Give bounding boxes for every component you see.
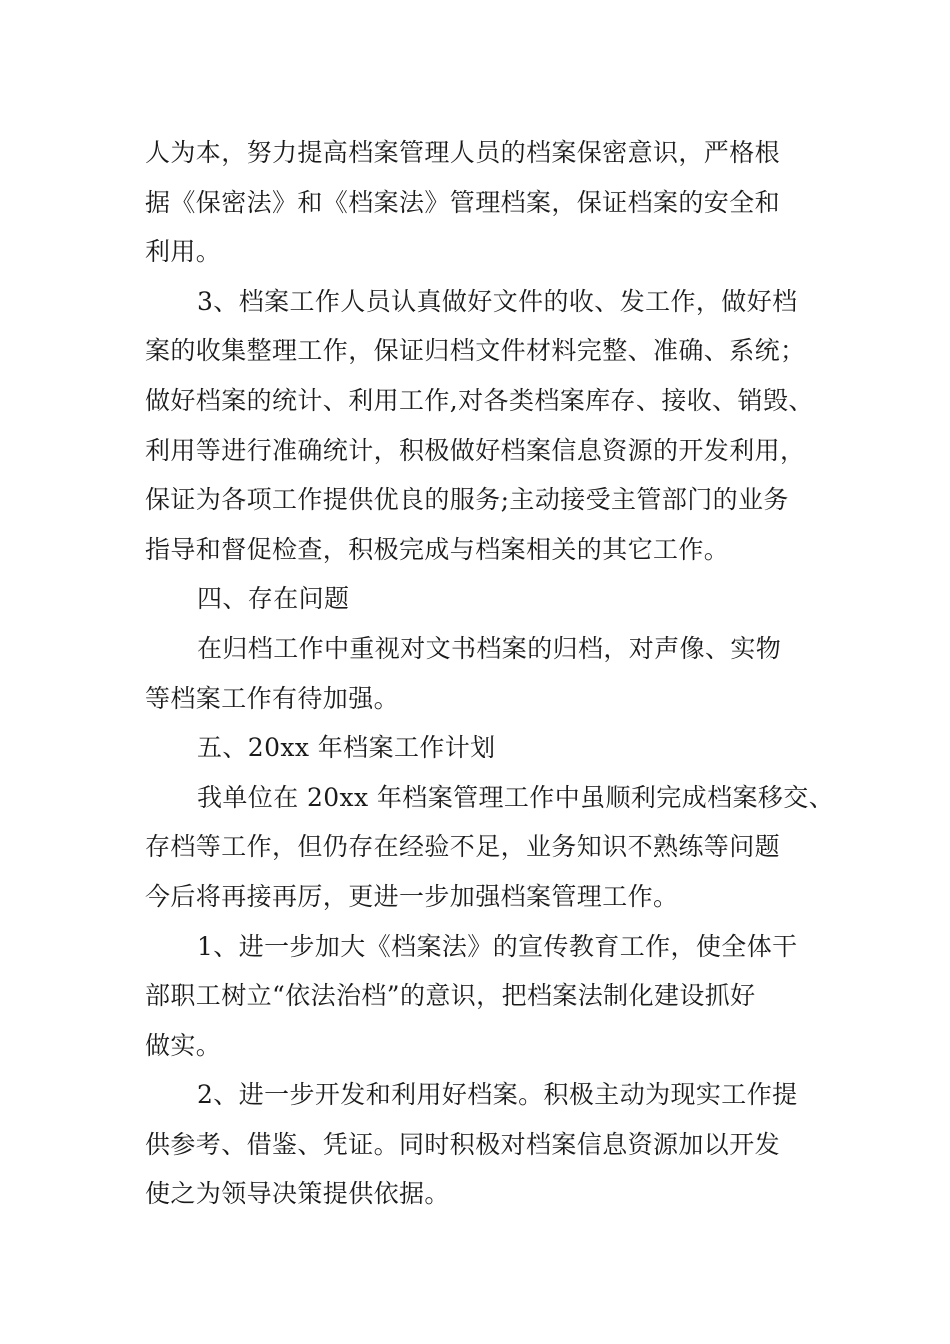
section-heading bbox=[145, 574, 810, 624]
paragraph bbox=[145, 128, 810, 277]
text-line: 做好档案的统计、利用工作,对各类档案库存、接收、销毁、 bbox=[145, 385, 814, 415]
text-line: 利用。 bbox=[145, 237, 222, 267]
text-line: 做实。 bbox=[145, 1030, 222, 1060]
paragraph bbox=[145, 277, 814, 575]
text-line: 1、进一步加大《档案法》的宣传教育工作，使全体干 bbox=[197, 931, 798, 961]
text-line: 人为本，努力提高档案管理人员的档案保密意识，严格根 bbox=[145, 138, 781, 167]
text-line: 案的收集整理工作，保证归档文件材料完整、准确、系统； bbox=[145, 336, 806, 366]
text-line: 在归档工作中重视对文书档案的归档，对声像、实物 bbox=[197, 633, 782, 663]
paragraph bbox=[145, 1070, 810, 1219]
text-line: 使之为领导决策提供依据。 bbox=[145, 1179, 450, 1209]
text-line: 存档等工作，但仍存在经验不足，业务知识不熟练等问题 bbox=[145, 832, 781, 862]
document-body bbox=[145, 128, 835, 1219]
text-line: 供参考、借鉴、凭证。同时积极对档案信息资源加以开发 bbox=[145, 1129, 781, 1159]
text-line: 我单位在 20xx 年档案管理工作中虽顺利完成档案移交、 bbox=[197, 782, 835, 812]
heading-line: 五、20xx 年档案工作计划 bbox=[197, 733, 496, 763]
section-heading bbox=[145, 723, 810, 773]
text-line: 今后将再接再厉，更进一步加强档案管理工作。 bbox=[145, 881, 679, 911]
text-line: 2、进一步开发和利用好档案。积极主动为现实工作提 bbox=[197, 1080, 798, 1110]
text-line: 3、档案工作人员认真做好文件的收、发工作，做好档 bbox=[197, 286, 798, 316]
text-line: 部职工树立“依法治档”的意识，把档案法制化建设抓好 bbox=[145, 981, 756, 1011]
paragraph bbox=[145, 922, 810, 1071]
paragraph bbox=[145, 624, 810, 723]
text-line: 等档案工作有待加强。 bbox=[145, 683, 400, 713]
text-line: 保证为各项工作提供优良的服务;主动接受主管部门的业务 bbox=[145, 485, 789, 515]
heading-line: 四、存在问题 bbox=[197, 584, 350, 614]
text-line: 利用等进行准确统计，积极做好档案信息资源的开发利用， bbox=[145, 435, 806, 465]
paragraph bbox=[145, 773, 835, 922]
text-line: 指导和督促检查，积极完成与档案相关的其它工作。 bbox=[145, 534, 730, 564]
text-line: 据《保密法》和《档案法》管理档案，保证档案的安全和 bbox=[145, 187, 781, 217]
